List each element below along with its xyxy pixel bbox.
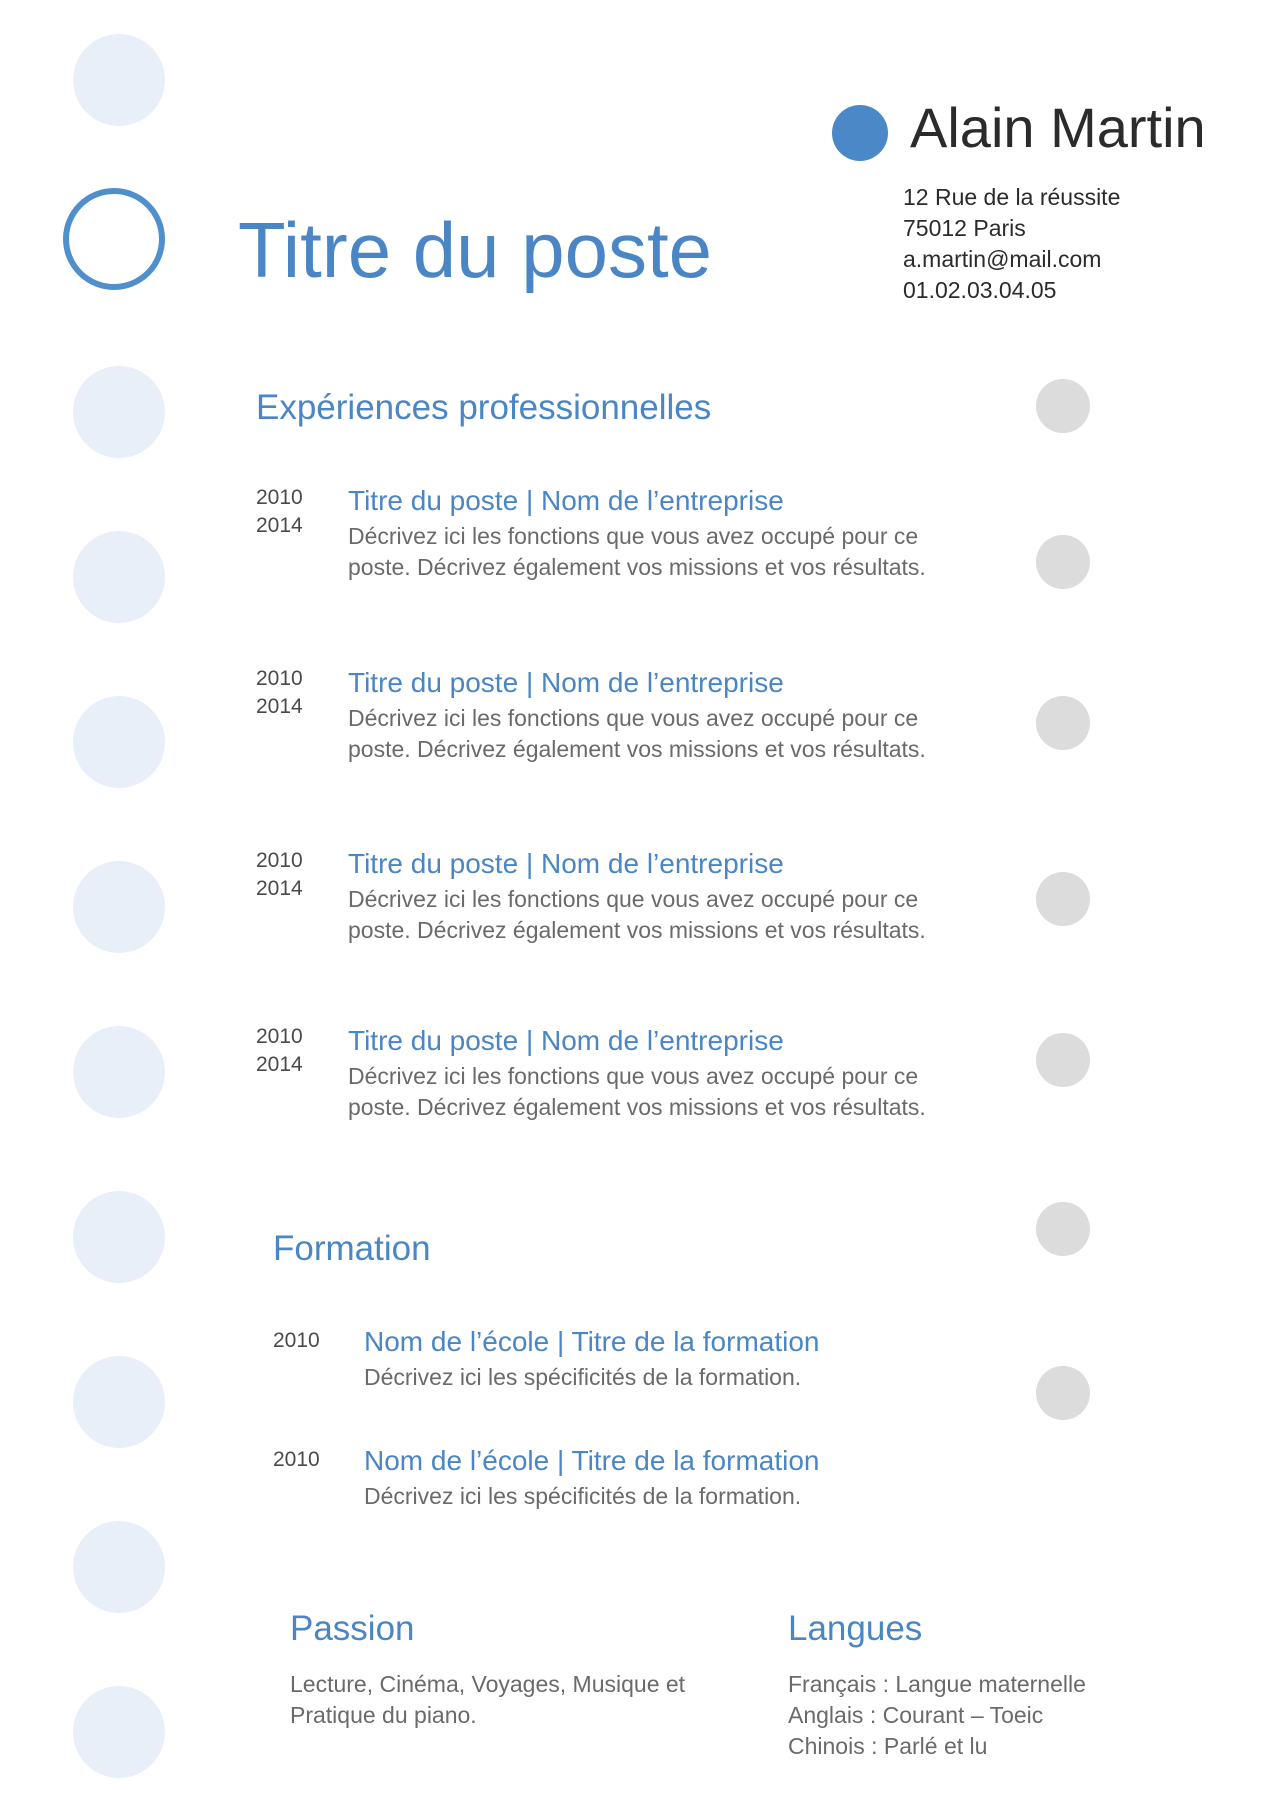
language-line: Français : Langue maternelle [788, 1671, 1086, 1697]
entry-description: Décrivez ici les fonctions que vous avez occupé pour ce poste. Décrivez également vos missions et vos résultats. [348, 1063, 926, 1120]
languages-text [788, 1669, 1086, 1762]
entry-end-year: 2014 [256, 695, 303, 718]
contact-city: 75012 Paris [903, 215, 1026, 241]
entry-description: Décrivez ici les fonctions que vous avez occupé pour ce poste. Décrivez également vos missions et vos résultats. [348, 886, 926, 943]
passion-section-title: Passion [290, 1609, 415, 1648]
contact-phone: 01.02.03.04.05 [903, 277, 1057, 303]
name-dot-icon [832, 105, 888, 161]
education-year: 2010 [273, 1448, 320, 1471]
entry-end-year: 2014 [256, 1053, 303, 1076]
education-description: Décrivez ici les spécificités de la formation. [364, 1483, 802, 1509]
grey-circle-icon [1036, 1033, 1090, 1087]
grey-circle-icon [1036, 872, 1090, 926]
contact-email: a.martin@mail.com [903, 246, 1102, 272]
decorative-circle-icon [73, 531, 165, 623]
passion-line: Pratique du piano. [290, 1702, 477, 1728]
education-title: Nom de l’école | Titre de la formation [364, 1445, 820, 1476]
contact-address: 12 Rue de la réussite [903, 184, 1121, 210]
entry-title: Titre du poste | Nom de l’entreprise [348, 485, 784, 516]
decorative-circle-icon [73, 696, 165, 788]
decorative-circle-icon [73, 1026, 165, 1118]
entry-title: Titre du poste | Nom de l’entreprise [348, 667, 784, 698]
entry-title: Titre du poste | Nom de l’entreprise [348, 1025, 784, 1056]
decorative-circle-icon [73, 34, 165, 126]
decorative-circle-icon [73, 1521, 165, 1613]
education-description: Décrivez ici les spécificités de la formation. [364, 1364, 802, 1390]
decorative-circle-icon [73, 1356, 165, 1448]
ring-circle-icon [63, 188, 165, 290]
experience-section-title: Expériences professionnelles [256, 388, 712, 427]
entry-description: Décrivez ici les fonctions que vous avez occupé pour ce poste. Décrivez également vos missions et vos résultats. [348, 523, 926, 580]
entry-years [256, 1023, 303, 1079]
entry-years [256, 847, 303, 903]
languages-section-title: Langues [788, 1609, 923, 1648]
education-year: 2010 [273, 1329, 320, 1352]
grey-circle-icon [1036, 1202, 1090, 1256]
entry-description: Décrivez ici les fonctions que vous avez occupé pour ce poste. Décrivez également vos missions et vos résultats. [348, 705, 926, 762]
passion-text [290, 1669, 685, 1731]
decorative-circle-icon [73, 366, 165, 458]
decorative-circle-icon [73, 1686, 165, 1778]
entry-years [256, 665, 303, 721]
entry-end-year: 2014 [256, 514, 303, 537]
entry-end-year: 2014 [256, 877, 303, 900]
decorative-circle-icon [73, 861, 165, 953]
language-line: Chinois : Parlé et lu [788, 1733, 988, 1759]
entry-start-year: 2010 [256, 849, 303, 872]
entry-title: Titre du poste | Nom de l’entreprise [348, 848, 784, 879]
entry-years [256, 484, 303, 540]
grey-circle-icon [1036, 696, 1090, 750]
language-line: Anglais : Courant – Toeic [788, 1702, 1044, 1728]
education-section-title: Formation [273, 1229, 431, 1268]
entry-start-year: 2010 [256, 486, 303, 509]
entry-start-year: 2010 [256, 667, 303, 690]
grey-circle-icon [1036, 535, 1090, 589]
entry-start-year: 2010 [256, 1025, 303, 1048]
decorative-circle-icon [73, 1191, 165, 1283]
education-title: Nom de l’école | Titre de la formation [364, 1326, 820, 1357]
candidate-name: Alain Martin [910, 96, 1206, 159]
grey-circle-icon [1036, 379, 1090, 433]
grey-circle-icon [1036, 1366, 1090, 1420]
contact-block [903, 182, 1120, 306]
passion-line: Lecture, Cinéma, Voyages, Musique et [290, 1671, 686, 1697]
job-title: Titre du poste [238, 206, 713, 294]
